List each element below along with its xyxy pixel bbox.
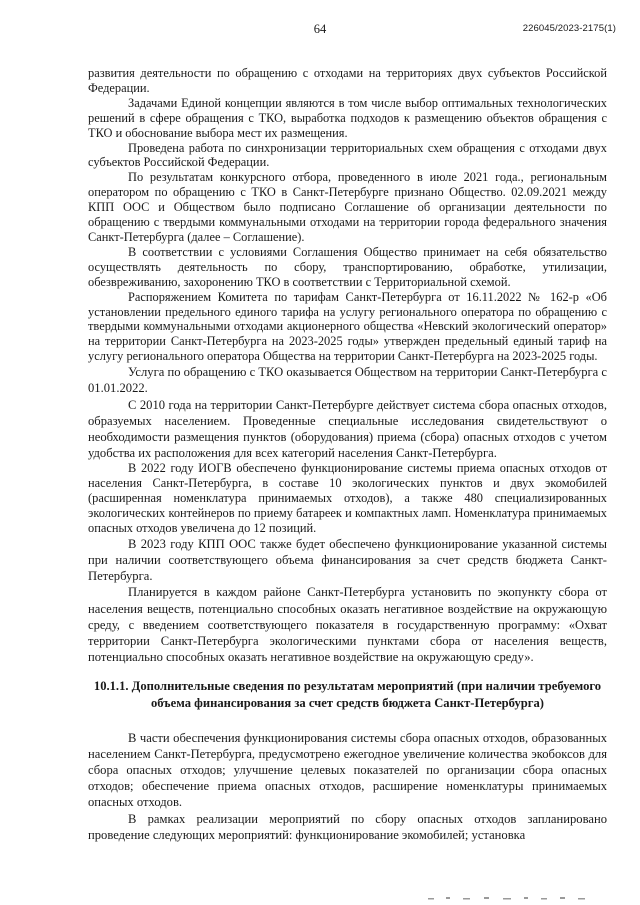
paragraph: В 2022 году ИОГВ обеспечено функционирование системы приема опасных отходов от населения Санкт-Петербурга, в составе 10 экологических пунктов и двух экомобилей (расширенная номенклатура принимаемых отходов), а также 480 специализированных экологических контейнеров по приему батареек и компактных ламп. Номенклатура принимаемых опасных отходов увеличена до 12 позиций.: [88, 461, 607, 535]
paragraph: По результатам конкурсного отбора, проведенного в июле 2021 года., региональным оператором по обращению с ТКО в Санкт-Петербурге признано Общество. 02.09.2021 между КПП ООС и Обществом было подписано Соглашение об организации деятельности по обращению с твердыми коммунальными отходами на территории города федерального значения Санкт-Петербурга (далее – Соглашение).: [88, 170, 607, 244]
paragraph: Распоряжением Комитета по тарифам Санкт-Петербурга от 16.11.2022 № 162-р «Об установлении предельного единого тарифа на услугу регионального оператора по обращению с твердыми коммунальными отходами акционерного общества «Невский экологический оператор» на территории Санкт-Петербурга на 2023-2025 годы» утвержден предельный единый тариф на услугу регионального оператора Общества на территории Санкт-Петербурга на 2023-2025 годы.: [88, 289, 607, 364]
paragraph: С 2010 года на территории Санкт-Петербурге действует система сбора опасных отходов, образуемых населением. Проведенные специальные исследования свидетельствуют о необходимости размещения пунктов (оборудования) приема (сбора) опасных отходов с учетом удобства их расположения для всех категорий населения Санкт-Петербурга.: [88, 397, 607, 461]
document-id: 226045/2023-2175(1): [522, 23, 616, 34]
paragraph: Услуга по обращению с ТКО оказывается Обществом на территории Санкт-Петербурга с 01.01.2022.: [88, 365, 607, 396]
paragraph: В части обеспечения функционирования системы сбора опасных отходов, образованных населением Санкт-Петербурга, предусмотрено ежегодное увеличение количества экобоксов для сбора опасных отходов; улучшение целевых показателей по организации сбора опасных отходов; обеспечение приема опасных отходов, расширение номенклатуры принимаемых опасных отходов.: [88, 730, 607, 810]
paragraph: В соответствии с условиями Соглашения Общество принимает на себя обязательство осуществлять деятельность по сбору, транспортированию, обработке, утилизации, обезвреживанию, захоронению ТКО в соответствии с Территориальной схемой.: [88, 244, 607, 289]
paragraph: В 2023 году КПП ООС также будет обеспечено функционирование указанной системы при наличии соответствующего объема финансирования за счет средств бюджета Санкт-Петербурга.: [88, 536, 607, 584]
page-number: 64: [313, 22, 327, 36]
scan-artifact-marks: [0, 892, 640, 905]
page-header: [0, 22, 640, 42]
document-body: [88, 66, 607, 843]
paragraph: Проведена работа по синхронизации территориальных схем обращения с отходами двух субъектов Российской Федерации.: [88, 140, 607, 170]
section-heading: 10.1.1. Дополнительные сведения по результатам мероприятий (при наличии требуемого объема финансирования за счет средств бюджета Санкт-Петербурга): [93, 678, 602, 710]
paragraph: Задачами Единой концепции являются в том числе выбор оптимальных технологических решений в сфере обращения с ТКО, выработка подходов к размещению объектов обращения с ТКО и обоснование выбора мест их размещения.: [88, 95, 607, 140]
paragraph: Планируется в каждом районе Санкт-Петербурга установить по экопункту сбора от населения веществ, потенциально способных оказать негативное воздействие на окружающую среду, с введением соответствующего показателя в государственную программу: «Охват территории Санкт-Петербурга экологическими пунктами сбора от населения веществ, потенциально способных оказать негативное воздействие на окружающую среду».: [88, 585, 607, 665]
paragraph: В рамках реализации мероприятий по сбору опасных отходов запланировано проведение следующих мероприятий: функционирование экомобилей; установка: [88, 811, 607, 842]
paragraph: развития деятельности по обращению с отходами на территориях двух субъектов Российской Федерации.: [88, 66, 607, 95]
